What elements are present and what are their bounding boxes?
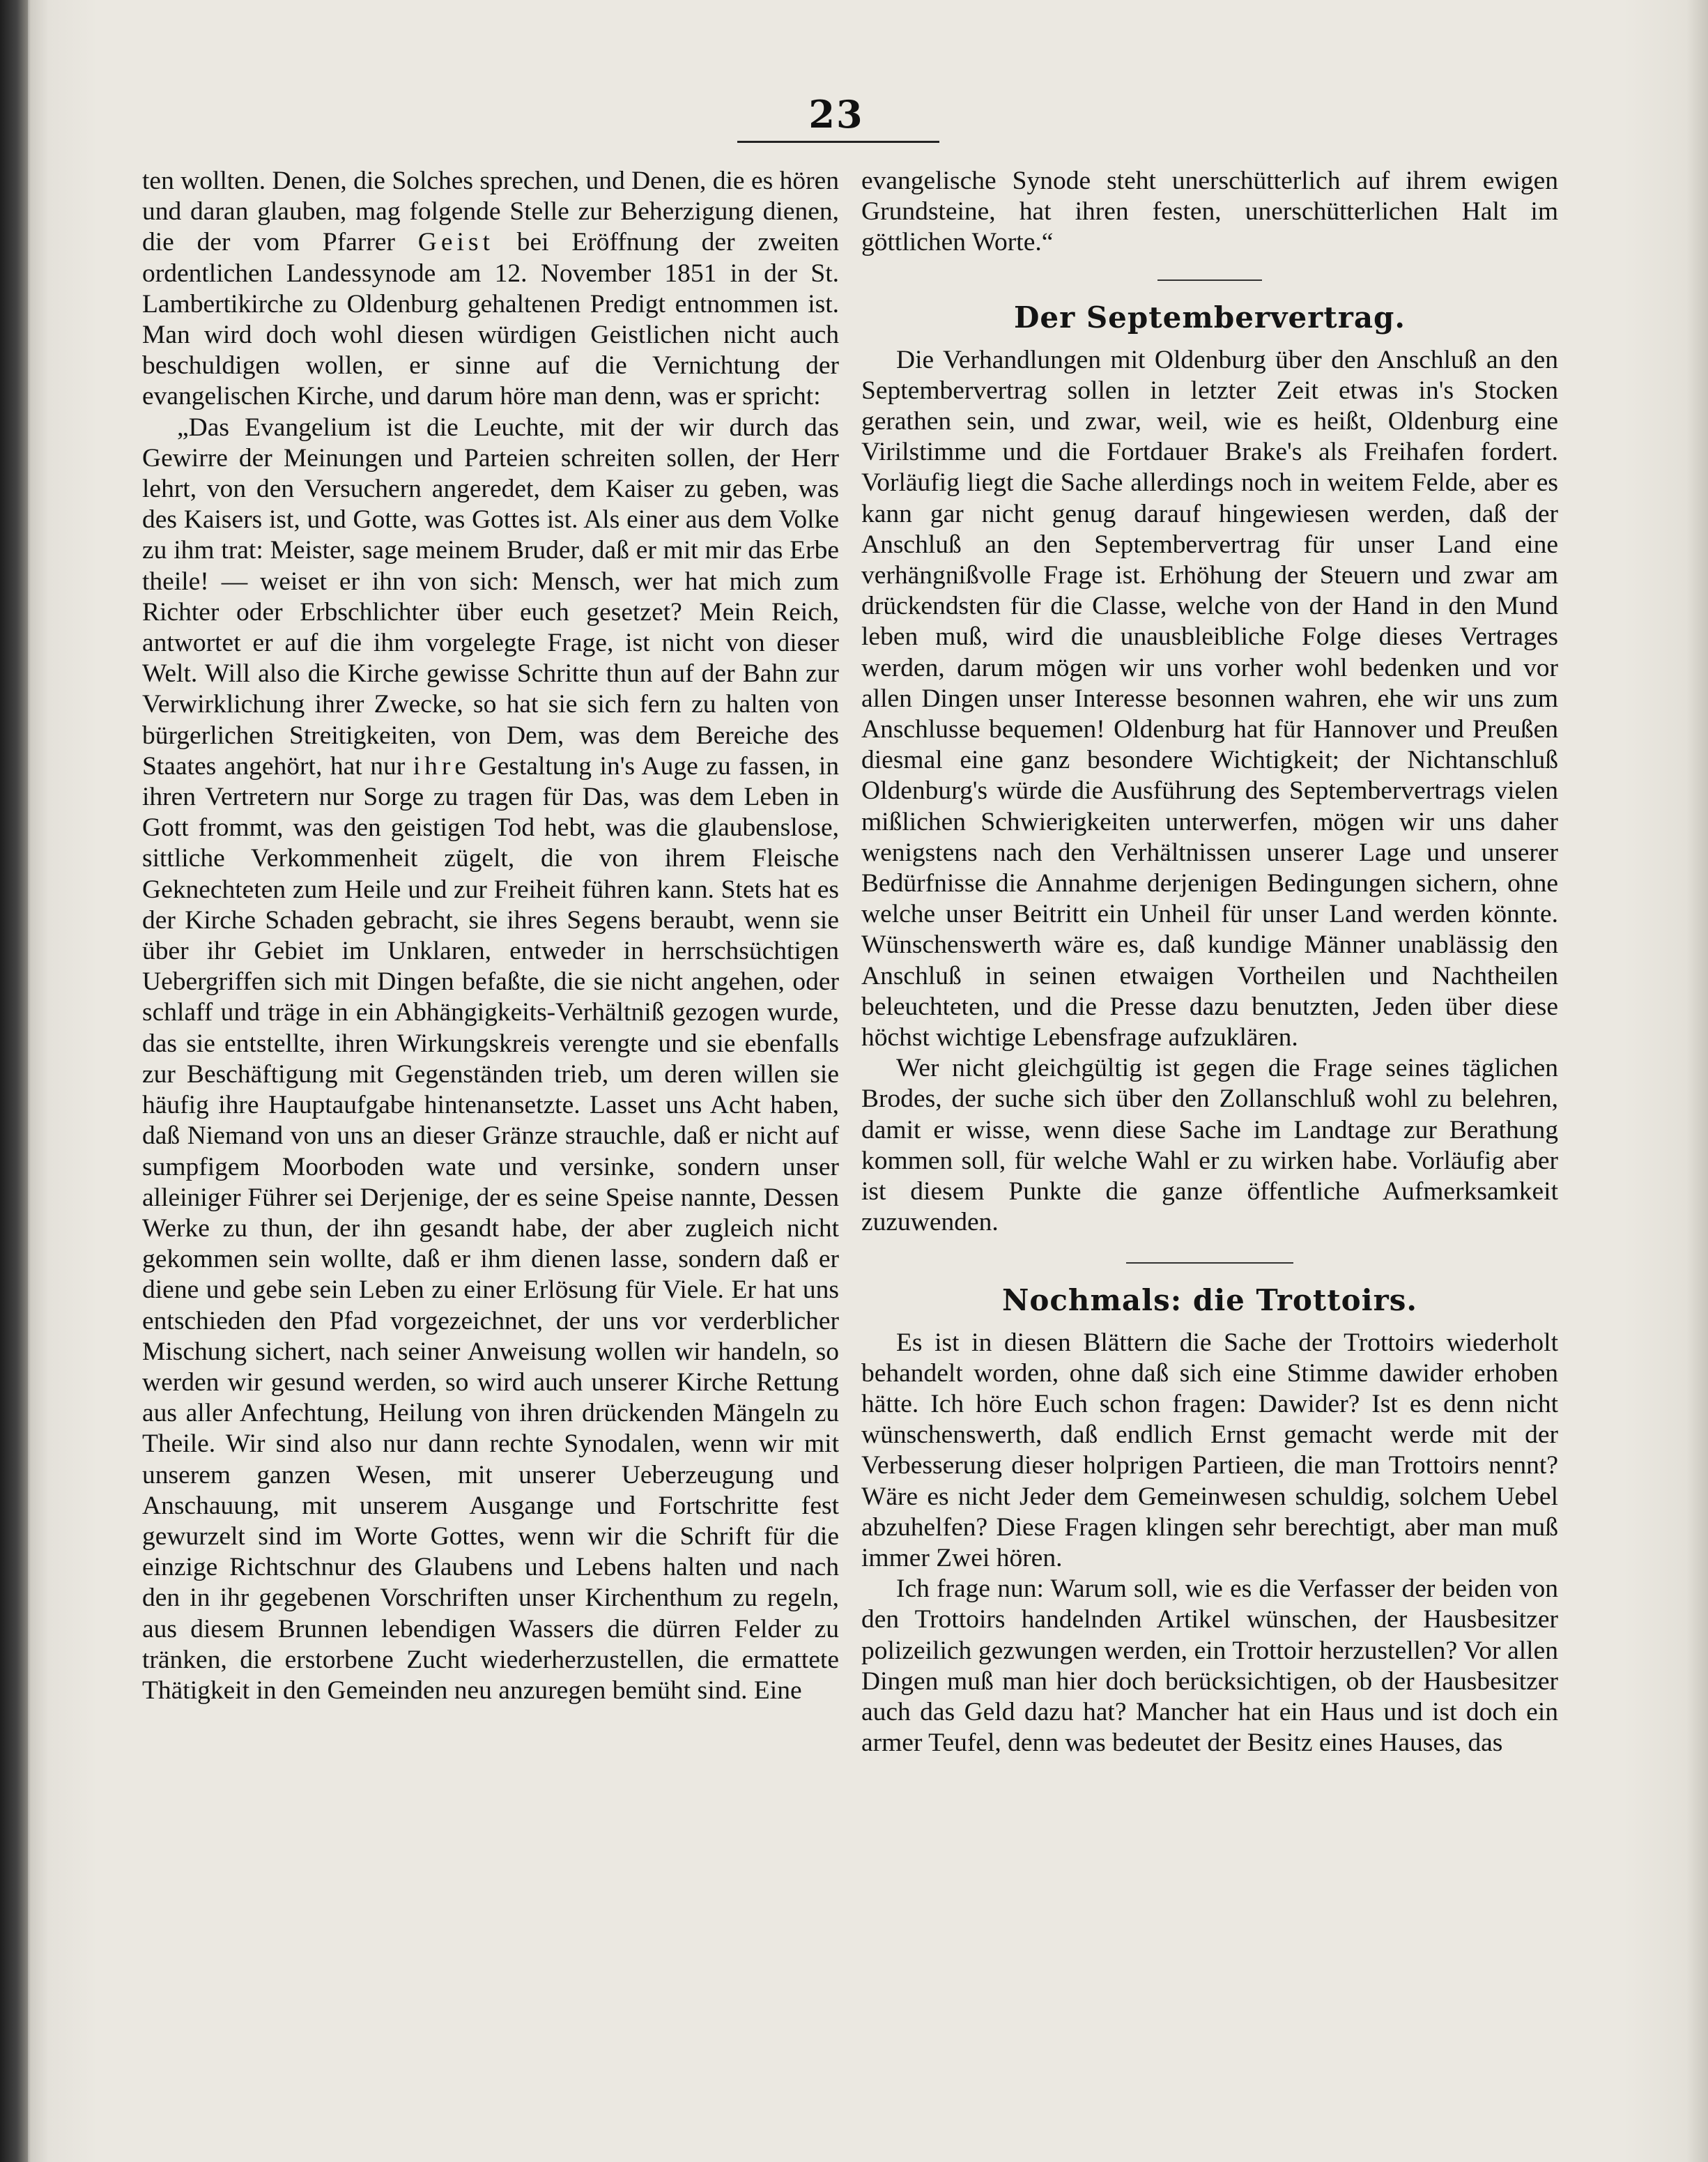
right-column [861, 166, 1558, 1758]
intro-text-rest: bei Eröffnung der zweiten ordentlichen Landessynode am 12. November 1851 in der St. Lambertikirche zu Oldenburg gehaltenen Predigt entnommen ist. Man wird doch wohl diesen würdigen Geistlichen nicht auch beschuldigen wollen, er sinne auf die Vernichtung der evangelischen Kirche, und darum höre man denn, was er spricht: [142, 228, 839, 411]
quote-part-b: Gestaltung in's Auge zu fassen, in ihren Vertretern nur Sorge zu tragen für Das, was dem Leben in Gott frommt, was den geistigen Tod hebt, was die glaubenslose, sittliche Verkommenheit zügelt, die von ihrem Fleische Geknechteten zum Heile und zur Freiheit führen kann. Stets hat es der Kirche Schaden gebracht, sie ihres Segens beraubt, wenn sie über ihr Gebiet im Unklaren, entweder in herrschsüchtigen Uebergriffen sich mit Dingen befaßte, die sie nicht angehen, oder schlaff und träge in ein Abhängigkeits-Verhältniß gezogen wurde, das sie entstellte, ihren Wirkungskreis verengte und sie ebenfalls zur Beschäftigung mit Gegenständen trieb, um deren willen sie häufig ihre Hauptaufgabe hintenansetzte. Lasset uns Acht haben, daß Niemand von uns an dieser Gränze strauchle, daß er nicht auf sumpfigem Moorboden wate und versinke, sondern unser alleiniger Führer sei Derjenige, der es seine Speise nannte, Dessen Werke zu thun, der ihn gesandt habe, der aber zugleich nicht gekommen sein wollte, daß er ihm dienen lasse, sondern daß er diene und gebe sein Leben zu einer Erlösung für Viele. Er hat uns entschieden den Pfad vorgezeichnet, der uns vor verderblicher Mischung sichert, nach seiner Anweisung wollen wir handeln, so werden wir gesund werden, so wird auch unserer Kirche Rettung aus aller Anfechtung, Heilung von ihren drückenden Mängeln zu Theile. Wir sind also nur dann rechte Synodalen, wenn wir mit unserem ganzen Wesen, mit unserer Ueberzeugung und Anschauung, mit unserem Ausgange und Fortschritte fest gewurzelt sind im Worte Gottes, wenn wir die Schrift für die einzige Richtschnur des Glaubens und Lebens halten und nach den in ihr gegebenen Vorschriften unser Kirchenthum zu regeln, aus diesem Brunnen lebendigen Wassers die dürren Felder zu tränken, die erstorbene Zucht wiederherzustellen, die ermattete Thätigkeit in den Gemeinden neu anzuregen bemüht sind. Eine [142, 751, 840, 1705]
article-heading-trottoirs: Nochmals: die Trottoirs. [1001, 1282, 1418, 1317]
intro-text: ten wollten. Denen, die Solches sprechen, und Denen, die es hören und daran glauben, mag folgende Stelle zur Beherzigung dienen, die der vom Pfarrer [142, 167, 839, 257]
section-divider [1157, 279, 1262, 281]
article-paragraph: Die Verhandlungen mit Oldenburg über den Anschluß an den Septembervertrag sollen in letzter Zeit etwas in's Stocken gerathen sein, und zwar, weil, wie es heißt, Oldenburg eine Virilstimme und die Fortdauer Brake's als Freihafen fordert. Vorläufig liegt die Sache allerdings noch in weitem Felde, aber es kann gar nicht genug darauf hingewiesen werden, daß der Anschluß an den Septembervertrag für unser Land eine verhängnißvolle Frage ist. Erhöhung der Steuern und zwar am drückendsten für die Classe, welche von der Hand in den Mund leben muß, wird die unausbleibliche Folge dieses Vertrages werden, darum mögen wir uns vorher wohl bedenken und vor allen Dingen unser Interesse besonnen wahren, ehe wir uns zum Anschlusse bequemen! Oldenburg hat für Hannover und Preußen diesmal eine ganz besondere Wichtigkeit; der Nichtanschluß Oldenburg's würde die Ausführung des Septembervertrags vielen mißlichen Schwierigkeiten unterwerfen, mögen wir uns daher wenigstens nach den Verhältnissen unserer Lage und unserer Bedürfnisse die Annahme derjenigen Bedingungen sichern, ohne welche unser Beitritt ein Unheil für unser Land werden könnte. Wünschenswerth wäre es, daß kundige Männer unablässig den Anschluß in seinen etwaigen Vortheilen und Nachtheilen beleuchteten, und die Presse dazu benutzten, Jeden über diese höchst wichtige Lebensfrage aufzuklären. [861, 345, 1558, 1052]
sermon-quote [142, 413, 839, 1707]
section-divider [1126, 1262, 1293, 1264]
article-paragraph: Es ist in diesen Blättern die Sache der Trottoirs wiederholt behandelt worden, ohne daß sich eine Stimme dawider erhoben hätte. Ich höre Euch schon fragen: Dawider? Ist es denn nicht wünschenswerth, daß endlich Ernst gemacht werde mit der Verbesserung dieser holprigen Partieen, die man Trottoirs nennt? Wäre es nicht Jeder dem Gemeinwesen schuldig, solchem Uebel abzuhelfen? Diese Fragen klingen sehr berechtigt, aber man muß immer Zwei hören. [861, 1328, 1558, 1572]
left-column [142, 166, 839, 1706]
article-heading-septembervertrag: Der Septembervertrag. [1013, 300, 1406, 335]
book-binding-edge [0, 0, 28, 2162]
pastor-name: Geist [417, 228, 494, 257]
quote-continuation: evangelische Synode steht unerschütterlich auf ihrem ewigen Grundsteine, hat ihren festen, unerschütterlichen Halt im göttlichen Worte.“ [861, 167, 1558, 257]
intro-paragraph [142, 166, 839, 413]
article-paragraph: Ich frage nun: Warum soll, wie es die Verfasser der beiden von den Trottoirs handelnden Artikel wünschen, der Hausbesitzer polizeilich gezwungen werden, ein Trottoir herzustellen? Vor allen Dingen muß man hier doch berücksichtigen, ob der Hausbesitzer auch das Geld dazu hat? Mancher hat ein Haus und ist doch ein armer Teufel, denn was bedeutet der Besitz eines Hauses, das [861, 1574, 1558, 1758]
article-paragraph: Wer nicht gleichgültig ist gegen die Frage seines täglichen Brodes, der suche sich über den Zollanschluß wohl zu belehren, damit er wisse, wenn diese Sache im Landtage zur Berathung kommen soll, für welche Wahl er zu wirken habe. Vorläufig aber ist diesem Punkte die ganze öffentliche Aufmerksamkeit zuzuwenden. [861, 1054, 1558, 1237]
quote-part-a: „Das Evangelium ist die Leuchte, mit der wir durch das Gewirre der Meinungen und Parteien schreiten sollen, der Herr lehrt, von den Versuchern angeredet, dem Kaiser zu geben, was des Kaisers ist, und Gotte, was Gottes ist. Als einer aus dem Volke zu ihm trat: Meister, sage meinem Bruder, daß er mit mir das Erbe theile! — weiset er ihn von sich: Mensch, wer hat mich zum Richter oder Erbschlichter über euch gesetzet? Mein Reich, antwortet er auf die ihm vorgelegte Frage, ist nicht von dieser Welt. Will also die Kirche gewisse Schritte thun auf der Bahn zur Verwirklichung ihrer Zwecke, so hat sie sich fern zu halten von bürgerlichen Streitigkeiten, von Dem, was dem Bereiche des Staates angehört, hat nur [142, 413, 839, 781]
quote-emphasis: ihre [413, 751, 471, 781]
header-rule [737, 141, 939, 143]
page-number: 23 [808, 92, 864, 137]
